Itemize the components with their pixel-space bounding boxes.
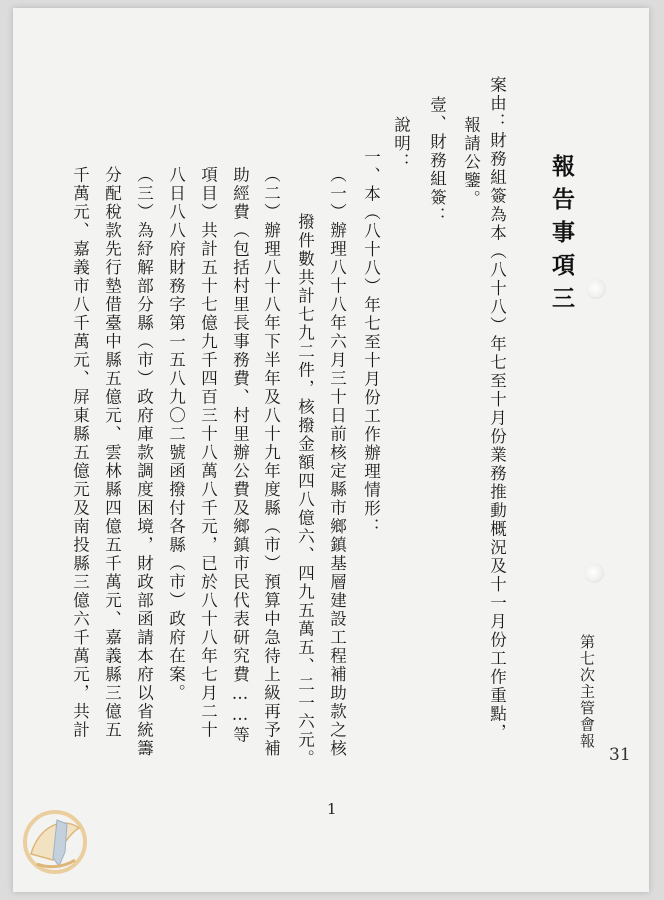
page-number: 1 bbox=[327, 800, 337, 818]
punch-hole bbox=[586, 279, 606, 299]
meeting-label: 第七次主管會報 bbox=[578, 634, 596, 750]
text-line: 分配稅款先行墊借臺中縣五億元、雲林縣四億五千萬元、嘉義縣三億五 bbox=[102, 166, 122, 740]
text-line: 八日八八府財務字第一五八九〇二號函撥付各縣（市）政府在案。 bbox=[166, 166, 186, 703]
text-line: （二）辦理八十八年下半年及八十九年度縣（市）預算中急待上級再予補 bbox=[261, 166, 281, 758]
text-line: 一、本（八十八）年七至十月份工作辦理情形： bbox=[361, 148, 381, 537]
text-line: 項目）共計五十七億九千四百三十八萬八千元，已於八十八年七月二十 bbox=[198, 166, 218, 740]
text-line: 千萬元、嘉義市八千萬元、屏東縣五億元及南投縣三億六千萬元，共計 bbox=[70, 166, 90, 740]
document-page bbox=[13, 8, 649, 892]
text-line: 說明： bbox=[391, 116, 411, 172]
side-page-number: 31 bbox=[609, 745, 631, 765]
text-line: （一）辦理八十八年六月三十日前核定縣市鄉鎮基層建設工程補助款之核 bbox=[327, 166, 347, 758]
text-line: （三）為紓解部分縣（市）政府庫款調度困境，財政部函請本府以省統籌 bbox=[134, 166, 154, 758]
text-line: 案由：財務組簽為本（八十八）年七至十月份業務推動概況及十一月份工作重點， bbox=[487, 76, 507, 742]
punch-hole bbox=[584, 563, 604, 583]
text-line: 助經費（包括村里長事務費、村里辦公費及鄉鎮市民代表研究費……等 bbox=[230, 166, 250, 745]
section-heading: 壹、財務組簽： bbox=[427, 96, 447, 226]
document-title: 報告事項三 bbox=[548, 154, 575, 319]
text-line: 撥件數共計七九二件，核撥金額四八億六、四九五萬五、二一六元。 bbox=[295, 213, 315, 768]
text-line: 報請公鑒。 bbox=[461, 116, 481, 209]
watermark-logo-icon bbox=[17, 806, 93, 878]
